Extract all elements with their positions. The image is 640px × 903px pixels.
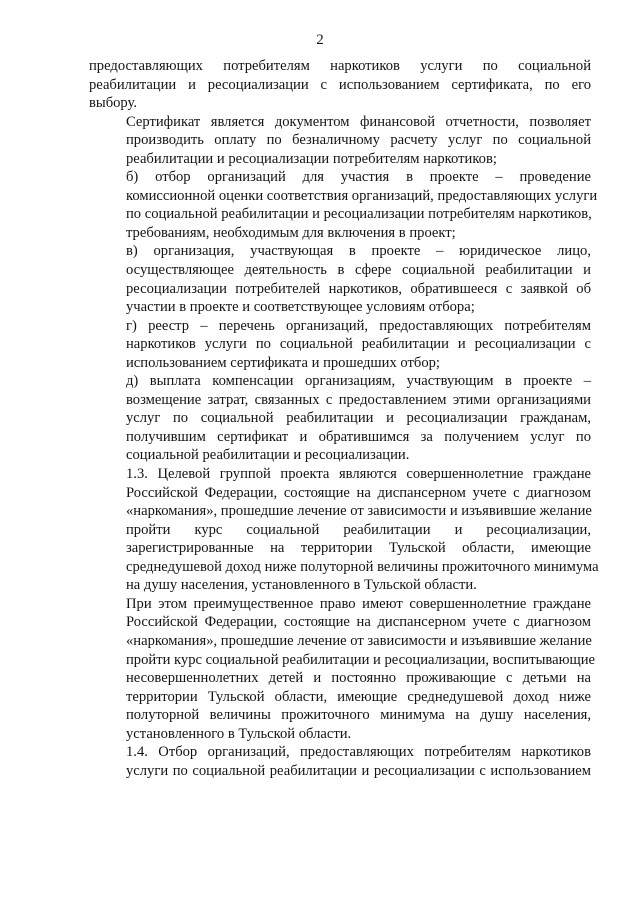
paragraph-item-g: [89, 317, 591, 373]
text-line: пройти курс социальной реабилитации и ресоциализации,: [126, 521, 591, 538]
page-number: 2: [316, 32, 324, 48]
text-line: среднедушевой доход ниже полуторной величины прожиточного минимума: [126, 558, 599, 575]
text-line: г) реестр – перечень организаций, предоставляющих потребителям: [126, 317, 591, 334]
text-line: на душу населения, установленного в Тульской области.: [126, 577, 477, 594]
paragraph-certificate-definition: [89, 113, 591, 169]
text-line: выбору.: [89, 95, 138, 112]
paragraph-section-1-4: [89, 743, 591, 780]
text-line: осуществляющее деятельность в сфере социальной реабилитации и: [126, 262, 591, 279]
text-line: установленного в Тульской области.: [126, 725, 352, 742]
text-line: социальной реабилитации и ресоциализации.: [126, 447, 410, 464]
text-line: реабилитации и ресоциализации с использованием сертификата, по его: [89, 76, 591, 93]
text-line: по социальной реабилитации и ресоциализации потребителям наркотиков,: [126, 206, 592, 223]
paragraph-intro-continuation: [89, 57, 591, 113]
text-line: наркотиков услуги по социальной реабилитации и ресоциализации с: [126, 336, 591, 353]
text-line: участии в проекте и соответствующее условиям отбора;: [126, 299, 475, 316]
text-line: использованием сертификата и прошедших отбор;: [126, 354, 440, 371]
paragraph-priority-right: [89, 595, 596, 743]
text-line: услуги по социальной реабилитации и ресоциализации с использованием: [126, 762, 591, 779]
text-line: «наркомания», прошедшие лечение от зависимости и изъявившие желание: [126, 503, 592, 520]
text-line: реабилитации и ресоциализации потребителям наркотиков;: [126, 150, 497, 167]
text-line: полуторной величины прожиточного минимума на душу населения,: [126, 707, 591, 724]
paragraph-item-b: [89, 168, 598, 242]
paragraph-item-d: [89, 372, 591, 465]
text-line: «наркомания», прошедшие лечение от зависимости и изъявившие желание: [126, 632, 592, 649]
text-line: услуг по социальной реабилитации и ресоциализации гражданам,: [126, 410, 591, 427]
text-line: ресоциализации потребителей наркотиков, обратившееся с заявкой об: [126, 280, 591, 297]
text-line: Сертификат является документом финансовой отчетности, позволяет: [126, 113, 591, 130]
text-line: 1.4. Отбор организаций, предоставляющих потребителям наркотиков: [126, 744, 591, 761]
text-line: несовершеннолетних детей и постоянно проживающие с детьми на: [126, 670, 591, 687]
text-line: б) отбор организаций для участия в проекте – проведение: [126, 169, 591, 186]
text-line: возмещение затрат, связанных с предоставлением этими организациями: [126, 391, 591, 408]
text-line: требованиям, необходимым для включения в проект;: [126, 224, 456, 241]
text-line: 1.3. Целевой группой проекта являются совершеннолетние граждане: [126, 466, 591, 483]
text-line: в) организация, участвующая в проекте – юридическое лицо,: [126, 243, 591, 260]
text-line: Российской Федерации, состоящие на диспансерном учете с диагнозом: [126, 484, 591, 501]
text-line: зарегистрированные на территории Тульской области, имеющие: [126, 540, 591, 557]
text-line: Российской Федерации, состоящие на диспансерном учете с диагнозом: [126, 614, 591, 631]
paragraph-section-1-3: [89, 465, 599, 595]
text-line: территории Тульской области, имеющие среднедушевой доход ниже: [126, 688, 591, 705]
text-line: д) выплата компенсации организациям, участвующим в проекте –: [126, 373, 591, 390]
document-body: [89, 57, 599, 780]
text-line: При этом преимущественное право имеют совершеннолетние граждане: [126, 595, 591, 612]
paragraph-item-v: [89, 242, 591, 316]
text-line: предоставляющих потребителям наркотиков услуги по социальной: [89, 58, 591, 74]
text-line: производить оплату по безналичному расчету услуг по социальной: [126, 132, 591, 149]
text-line: комиссионной оценки соответствия организаций, предоставляющих услуги: [126, 187, 598, 204]
text-line: пройти курс социальной реабилитации и ресоциализации, воспитывающие: [126, 651, 596, 668]
text-line: получившим сертификат и обратившимся за получением услуг по: [126, 428, 591, 445]
